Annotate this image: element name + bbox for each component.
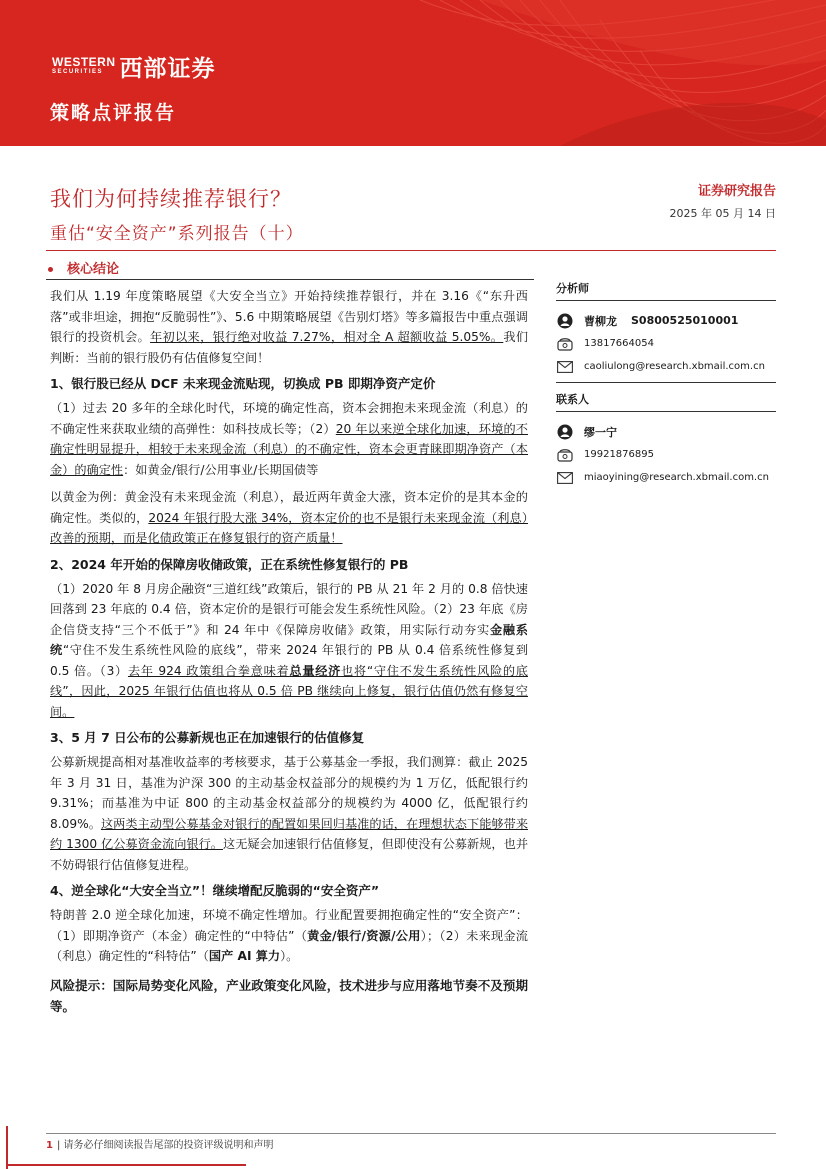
report-title: 我们为何持续推荐银行？ [50, 187, 292, 211]
analyst-name: 曹柳龙 [584, 314, 617, 328]
email-icon [556, 359, 574, 375]
report-category: 策略点评报告 [50, 102, 177, 124]
contact-header: 联系人 [556, 391, 776, 412]
contact-name-row [556, 420, 776, 443]
analyst-name-row [556, 309, 776, 332]
contact-email-row [556, 466, 776, 489]
report-type: 证券研究报告 [697, 184, 776, 199]
analyst-phone-row [556, 332, 776, 355]
footer-disclaimer: | 请务必仔细阅读报告尾部的投资评级说明和声明 [56, 1140, 274, 1151]
email-icon [556, 470, 574, 486]
contact-email[interactable]: miaoyining@research.xbmail.com.cn [584, 472, 769, 483]
footer-divider [46, 1133, 776, 1134]
title-divider [46, 250, 776, 251]
section-3-paragraph: 公募新规提高相对基准收益率的考核要求，基于公募基金一季报，我们测算：截止 2025 年 3 月 31 日，基准为沪深 300 的主动基金权益部分的规模约为 1 万亿，低配银行约 9.31%；而基准为中证 800 的主动基金权益部分的规模约为 4000 亿，低配银行约 8.09%。这两类主动型公募基金对银行的配置如果回归基准的话，在理想状态下能够带来约 1300 亿公募资金流向银行。这无疑会加速银行估值修复，但即使没有公募新规，也并不妨碍银行估值修复进程。 [50, 755, 529, 872]
contact-name: 缪一宁 [584, 425, 617, 439]
analyst-email[interactable]: caoliulong@research.xbmail.com.cn [584, 361, 765, 372]
phone-icon [556, 336, 574, 352]
person-icon [556, 313, 574, 329]
logo-english: WESTERN SECURITIES [52, 55, 116, 75]
report-subtitle: 重估“安全资产”系列报告（十） [50, 224, 304, 244]
section-label: 核心结论 [48, 258, 119, 277]
section-1-paragraph-2: 以黄金为例：黄金没有未来现金流（利息），最近两年黄金大涨，资本定价的是其本金的确定性。类似的，2024 年银行股大涨 34%，资本定价的也不是银行未来现金流（利息）改善的预期，而是化债政策正在修复银行的资产质量！ [50, 490, 528, 545]
risk-warning: 风险提示：国际局势变化风险，产业政策变化风险，技术进步与应用落地节奏不及预期等。 [50, 977, 528, 1014]
company-logo [52, 50, 216, 83]
phone-icon [556, 447, 574, 463]
analyst-cert: S0800525010001 [631, 314, 739, 327]
person-icon [556, 424, 574, 440]
footer [46, 1136, 274, 1151]
bullet-icon [48, 267, 53, 272]
section-heading-1: 1、银行股已经从 DCF 未来现金流贴现，切换成 PB 即期净资产定价 [50, 376, 436, 391]
section-heading-2: 2、2024 年开始的保障房收储政策，正在系统性修复银行的 PB [50, 556, 409, 572]
analyst-header: 分析师 [556, 280, 776, 301]
corner-mark-vertical [6, 1126, 8, 1169]
section-heading-4: 4、逆全球化“大安全当立”！继续增配反脆弱的“安全资产” [50, 883, 380, 898]
analyst-email-row [556, 355, 776, 378]
logo-chinese: 西部证券 [119, 56, 216, 82]
section-2-paragraph: （1）2020 年 8 月房企融资“三道红线”政策后，银行的 PB 从 21 年 2 月的 0.8 倍快速回落到 23 年底的 0.4 倍，资本定价的是银行可能会发生系统性风险。（2）23 年底《房企信贷支持“三个不低于”》和 24 年中《保障房收储》政策，用实际行动夯实金融系统“守住不发生系统性风险的底线”，带来 2024 年银行的 PB 从 0.4 倍系统性修复到 0.5 倍。（3）去年 924 政策组合拳意味着总量经济也将“守住不发生系统性风险的底线”，因此，2025 年银行估值也将从 0.5 倍 PB 继续向上修复，银行估值仍然有修复空间。 [50, 581, 529, 719]
analyst-phone: 13817664054 [584, 338, 654, 349]
section-heading-3: 3、5 月 7 日公布的公募新规也正在加速银行的估值修复 [50, 730, 365, 745]
intro-paragraph: 我们从 1.19 年度策略展望《大安全当立》开始持续推荐银行，并在 3.16《“东升西落”或非坦途，拥抱“反脆弱性”》、5.6 中期策略展望《告别灯塔》等多篇报告中重点强调银行的投资机会。年初以来，银行绝对收益 7.27%，相对全 A 超额收益 5.05%。我们判断：当前的银行股仍有估值修复空间！ [50, 289, 529, 365]
contact-phone-row [556, 443, 776, 466]
contact-phone: 19921876895 [584, 449, 654, 460]
section-1-paragraph-1: （1）过去 20 多年的全球化时代，环境的确定性高，资本会拥抱未来现金流（利息）的不确定性来获取业绩的高弹性：如科技成长等；（2）20 年以来逆全球化加速，环境的不确定性明显提升，相较于未来现金流（利息）的不确定性，资本会更青睐即期净资产（本金）的确定性：如黄金/银行/公用事业/长期国债等 [50, 401, 528, 477]
section-4-paragraph: 特朗普 2.0 逆全球化加速，环境不确定性增加。行业配置要拥抱确定性的“安全资产”：（1）即期净资产（本金）确定性的“中特估”（黄金/银行/资源/公用）；（2）未来现金流（利息）确定性的“科特估”（国产 AI 算力）。 [50, 908, 528, 963]
page-number: 1 [46, 1140, 53, 1151]
corner-mark-horizontal [6, 1164, 246, 1166]
report-date: 2025 年 05 月 14 日 [669, 207, 776, 220]
main-content [50, 286, 528, 1017]
section-divider [46, 279, 534, 280]
sidebar [556, 280, 776, 489]
header-banner [0, 0, 826, 146]
